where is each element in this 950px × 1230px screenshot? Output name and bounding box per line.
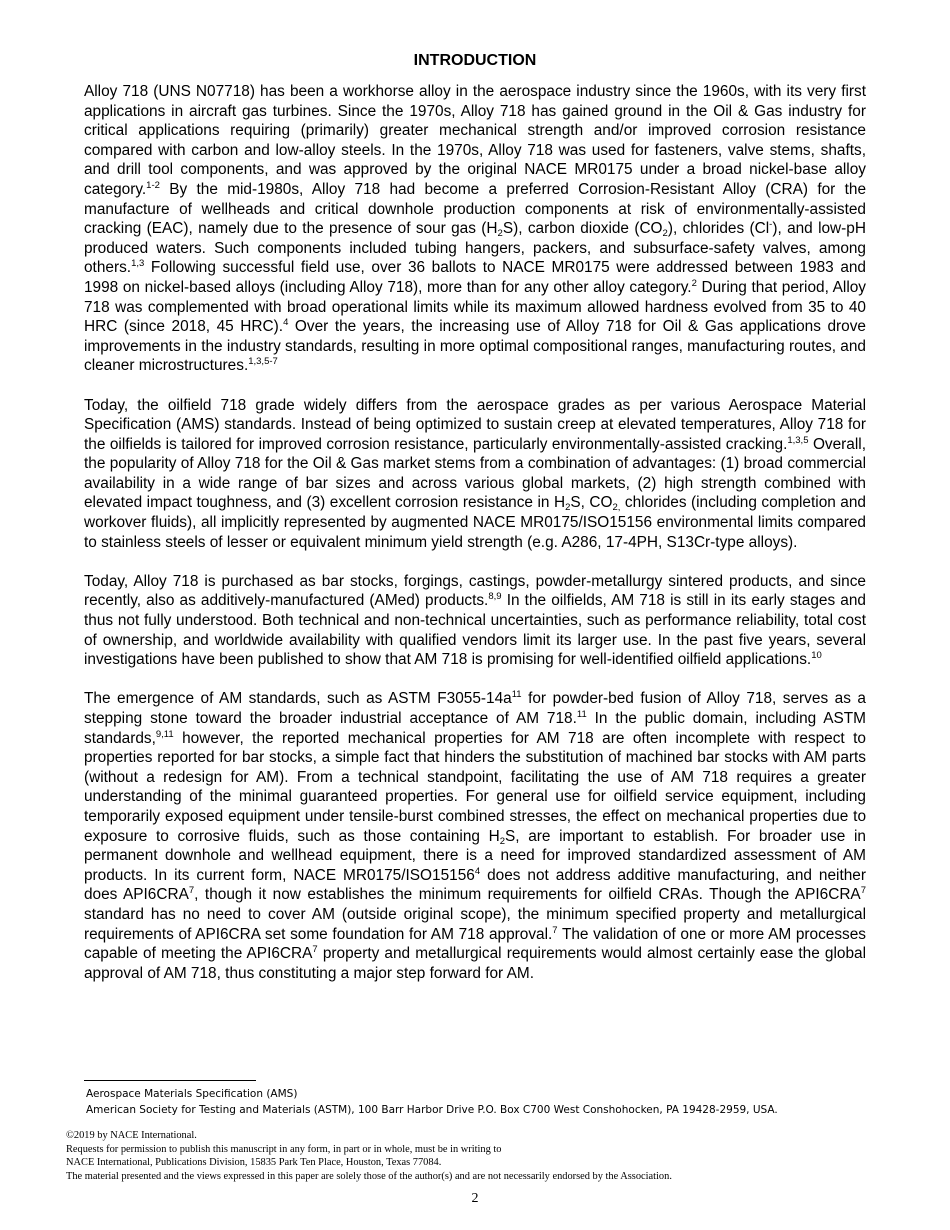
copyright-line: Requests for permission to publish this manuscript in any form, in part or in whole, must be in writing to <box>66 1143 502 1155</box>
copyright-line: ©2019 by NACE International. <box>66 1130 197 1141</box>
reference-superscript: 4 <box>283 317 289 329</box>
reference-superscript: 2 <box>691 277 697 289</box>
chemical-subscript: 2 <box>662 228 668 240</box>
text-run: Overall, the popularity of Alloy 718 for the Oil & Gas market stems from a combination of advantages: (1) broad commercial availability in a wide range of bar sizes and across various global markets, (2) high strength combined with elevated impact toughness, and (3) excellent corrosion resistance in H <box>84 435 866 512</box>
paragraph <box>84 82 866 376</box>
chemical-subscript: 2, <box>612 502 621 514</box>
footnotes <box>86 1086 906 1118</box>
reference-superscript: 11 <box>511 689 522 701</box>
text-run: ), and low-pH produced waters. Such components included tubing hangers, packers, and subsurface-safety valves, among others. <box>84 220 866 277</box>
reference-superscript: 4 <box>474 865 481 877</box>
text-run: for powder-bed fusion of Alloy 718, serves as a stepping stone toward the broader industrial acceptance of AM 718. <box>84 690 866 727</box>
copyright-notice <box>66 1129 906 1183</box>
reference-superscript: 9,11 <box>155 728 174 740</box>
text-run: ), chlorides (Cl <box>667 220 770 238</box>
chemical-subscript: 2 <box>565 502 571 514</box>
reference-superscript: 7 <box>188 885 195 897</box>
paragraph <box>84 396 866 553</box>
text-run: During that period, Alloy 718 was complemented with broad operational limits while its maximum allowed hardness evolved from 35 to 40 HRC (since 2018, 45 HRC). <box>84 278 867 336</box>
text-run: The emergence of AM standards, such as ASTM F3055-14a <box>84 690 512 708</box>
copyright-line: The material presented and the views expressed in this paper are solely those of the author(s) and are not necessarily endorsed by the Association. <box>66 1170 672 1182</box>
text-run: does not address additive manufacturing, and neither does API6CRA <box>84 866 866 904</box>
section-heading: INTRODUCTION <box>413 52 537 69</box>
reference-superscript: 7 <box>552 924 558 936</box>
text-run: standard has no need to cover AM (outside original scope), the minimum specified property and metallurgical requirements of API6CRA set some foundation for AM 718 approval. <box>84 905 866 943</box>
text-run: In the oilfields, AM 718 is still in its early stages and thus not fully understood. Both technical and non-technical uncertainties, such as performance reliability, total cost of ownership, and worldwide availability with qualified vendors limit its larger use. In the past five years, several investigations have been published to show that AM 718 is promising for well-identified oilfield applications. <box>84 592 866 669</box>
text-run: property and metallurgical requirements would almost certainly ease the global approval of AM 718, thus constituting a major step forward for AM. <box>84 945 866 982</box>
text-run: In the public domain, including ASTM standards, <box>84 710 866 747</box>
page-number: 2 <box>471 1191 479 1206</box>
text-run: , though it now establishes the minimum requirements for oilfield CRAs. Though the API6CRA <box>194 886 861 904</box>
paragraph <box>84 572 866 670</box>
reference-superscript: 1-2 <box>146 179 160 191</box>
reference-superscript: - <box>769 219 773 231</box>
reference-superscript: 1,3 <box>131 258 145 270</box>
reference-superscript: 1,3,5 <box>787 434 809 446</box>
text-run: Following successful field use, over 36 ballots to NACE MR0175 were addressed between 1983 and 1998 on nickel-based alloys (including Alloy 718), more than for any other alloy category. <box>84 259 866 296</box>
paragraph <box>84 689 866 983</box>
reference-superscript: 11 <box>576 709 587 720</box>
text-run: Over the years, the increasing use of Alloy 718 for Oil & Gas applications drove improvements in the industry standards, resulting in more optimal compositional ranges, manufacturing routes, and cleaner microstructures. <box>84 318 866 375</box>
text-run: S), carbon dioxide (CO <box>502 220 663 238</box>
text-run: Today, Alloy 718 is purchased as bar stocks, forgings, castings, powder-metallurgy sintered products, and since recently, also as additively-manufactured (AMed) products. <box>84 572 866 610</box>
text-run: however, the reported mechanical properties for AM 718 are often incomplete with respect to properties reported for bar stocks, a simple fact that hinders the substitution of machined bar stocks with AM parts (without a redesign for AM). From a technical standpoint, facilitating the use of AM 718 requires a greater understanding of the minimal guaranteed properties. For general use for oilfield service equipment, including temporarily exposed equipment under tensile-burst combined stresses, the effect on mechanical properties due to exposure to corrosive fluids, such as those containing H <box>84 729 866 845</box>
footnote: American Society for Testing and Materials (ASTM), 100 Barr Harbor Drive P.O. Box C700 West Conshohocken, PA 19428-2959, USA. <box>86 1104 778 1116</box>
body-text <box>84 82 866 1003</box>
text-run: By the mid-1980s, Alloy 718 had become a preferred Corrosion-Resistant Alloy (CRA) for the manufacture of wellheads and critical downhole production components at risk of environmentally-assisted cracking (EAC), namely due to the presence of sour gas (H <box>84 180 866 238</box>
copyright-line: NACE International, Publications Division, 15835 Park Ten Place, Houston, Texas 77084. <box>66 1157 442 1168</box>
reference-superscript: 1,3,5-7 <box>248 356 278 368</box>
text-run: The validation of one or more AM processes capable of meeting the API6CRA <box>84 925 866 963</box>
reference-superscript: 7 <box>860 885 866 897</box>
text-run: S, CO <box>570 494 613 512</box>
text-run: chlorides (including completion and workover fluids), all implicitly represented by augmented NACE MR0175/ISO15156 environmental limits compared to stainless steels of lesser or equivalent minimum yield strength (e.g. A286, 17-4PH, S13Cr-type alloys). <box>84 494 866 551</box>
chemical-subscript: 2 <box>497 228 503 240</box>
reference-superscript: 8,9 <box>488 591 502 603</box>
chemical-subscript: 2 <box>499 835 506 847</box>
footnote-divider <box>84 1080 256 1081</box>
text-run: S, are important to establish. For broader use in permanent downhole and wellhead equipment, there is a need for improved standardized assessment of AM products. In its current form, NACE MR0175/ISO15156 <box>84 827 866 884</box>
text-run: Today, the oilfield 718 grade widely differs from the aerospace grades as per various Aerospace Material Specification (AMS) standards. Instead of being optimized to sustain creep at elevated temperatures, Alloy 718 for the oilfields is tailored for improved corrosion resistance, particularly environmentally-assisted cracking. <box>84 396 866 453</box>
reference-superscript: 7 <box>312 944 318 956</box>
footnote: Aerospace Materials Specification (AMS) <box>86 1088 298 1100</box>
text-run: Alloy 718 (UNS N07718) has been a workhorse alloy in the aerospace industry since the 1960s, with its very first applications in aircraft gas turbines. Since the 1970s, Alloy 718 has gained ground in the Oil & Gas industry for critical applications requiring (primarily) greater mechanical strength and/or improved corrosion resistance compared with carbon and low-alloy steels. In the 1970s, Alloy 718 was used for fasteners, valve stems, shafts, and drill tool components, and was approved by the original NACE MR0175 under a broad nickel-base alloy category. <box>84 83 866 198</box>
reference-superscript: 10 <box>811 650 822 662</box>
